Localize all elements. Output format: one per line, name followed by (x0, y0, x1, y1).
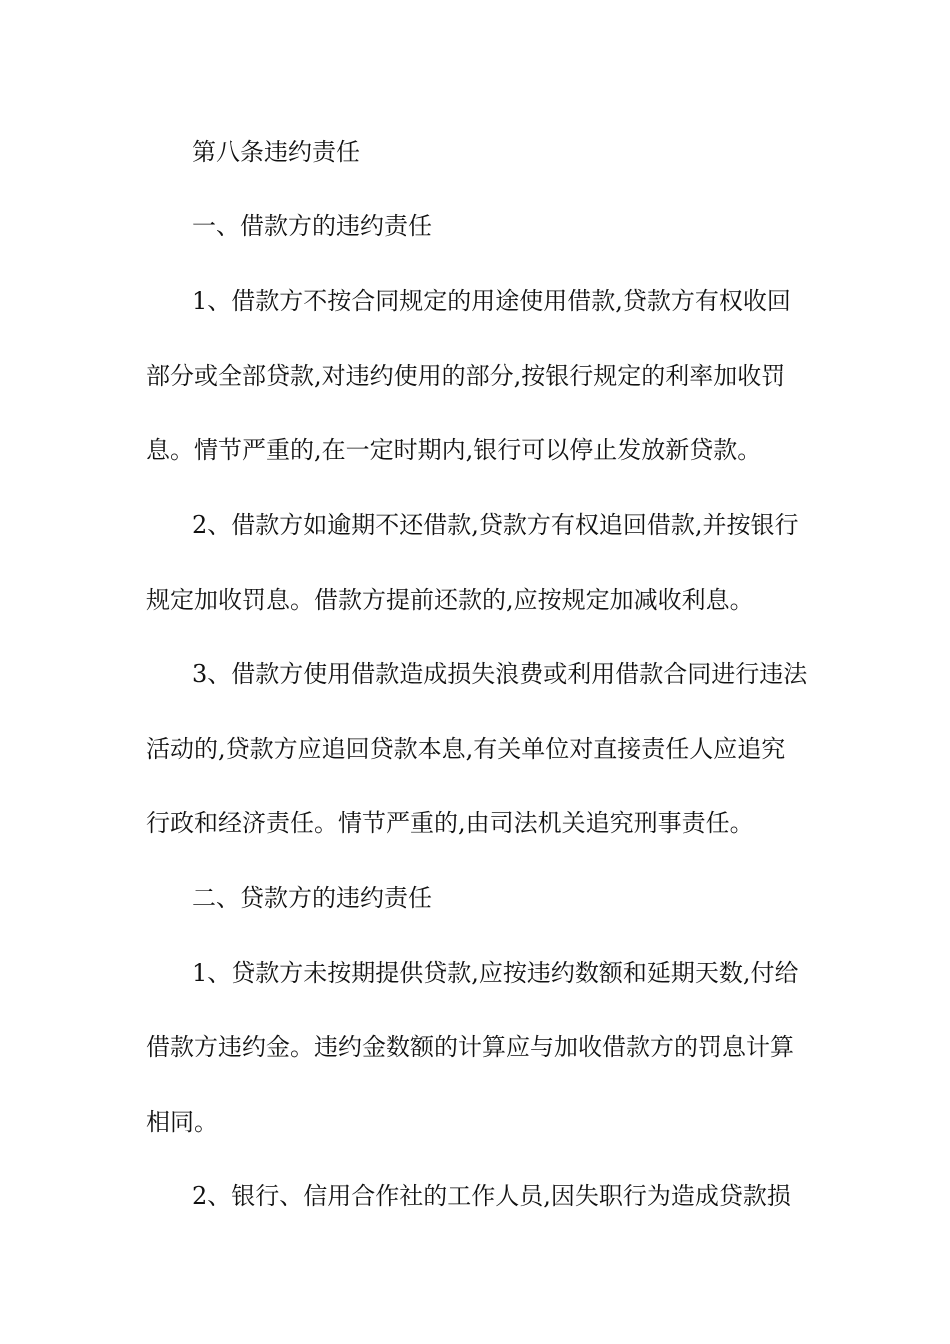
paragraph-line: 2、借款方如逾期不还借款,贷款方有权追回借款,并按银行 (192, 511, 799, 539)
paragraph-line: 2、银行、信用合作社的工作人员,因失职行为造成贷款损 (192, 1182, 791, 1210)
paragraph-line: 1、借款方不按合同规定的用途使用借款,贷款方有权收回 (192, 287, 791, 315)
article-heading: 第八条违约责任 (192, 138, 360, 166)
paragraph-line: 活动的,贷款方应追回贷款本息,有关单位对直接责任人应追究 (146, 735, 786, 763)
section-heading-lender: 二、贷款方的违约责任 (192, 884, 432, 912)
paragraph-line: 1、贷款方未按期提供贷款,应按违约数额和延期天数,付给 (192, 959, 799, 987)
paragraph-line: 相同。 (146, 1108, 218, 1136)
paragraph-line: 3、借款方使用借款造成损失浪费或利用借款合同进行违法 (192, 660, 808, 688)
paragraph-line: 息。情节严重的,在一定时期内,银行可以停止发放新贷款。 (146, 436, 762, 464)
section-heading-borrower: 一、借款方的违约责任 (192, 212, 432, 240)
paragraph-line: 规定加收罚息。借款方提前还款的,应按规定加减收利息。 (146, 586, 754, 614)
paragraph-line: 借款方违约金。违约金数额的计算应与加收借款方的罚息计算 (146, 1033, 794, 1061)
paragraph-line: 部分或全部贷款,对违约使用的部分,按银行规定的利率加收罚 (146, 362, 786, 390)
paragraph-line: 行政和经济责任。情节严重的,由司法机关追究刑事责任。 (146, 809, 754, 837)
